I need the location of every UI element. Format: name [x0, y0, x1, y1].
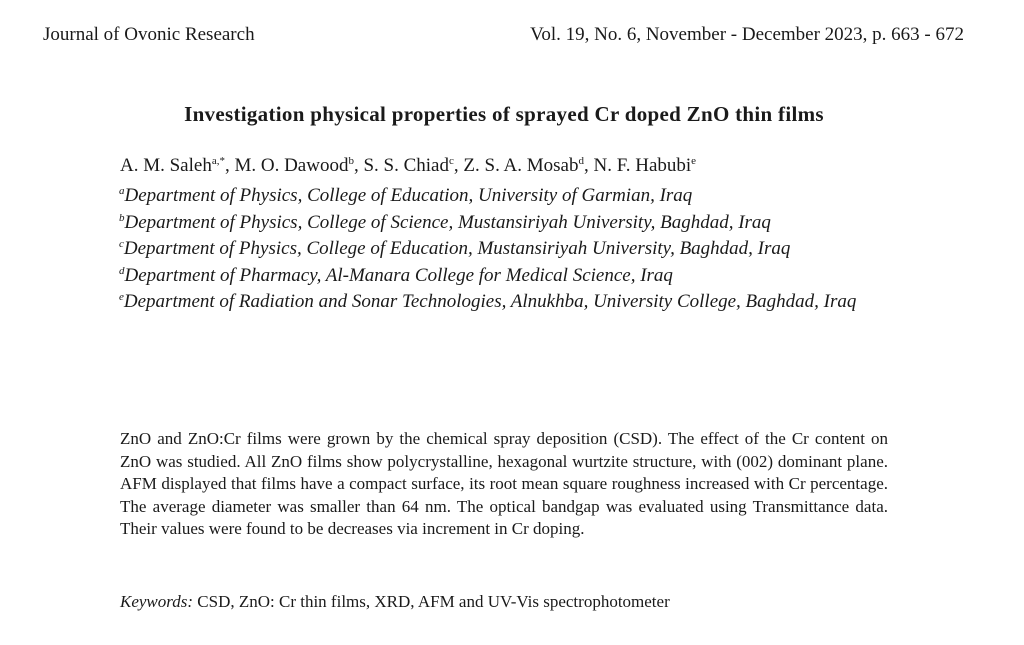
- affiliation-text: Department of Physics, College of Education, University of Garmian, Iraq: [124, 185, 693, 206]
- author-list: [120, 155, 696, 177]
- author-superscript: d: [578, 155, 584, 167]
- affiliation-text: Department of Pharmacy, Al-Manara College for Medical Science, Iraq: [124, 264, 673, 286]
- keywords: [120, 592, 670, 612]
- affiliation-text: Department of Physics, College of Education, Mustansiriyah University, Baghdad, Iraq: [123, 238, 791, 259]
- affiliation-mark: d: [119, 264, 125, 277]
- affiliation-item: [119, 289, 909, 316]
- author-superscript: b: [348, 155, 354, 167]
- volume-info: Vol. 19, No. 6, November - December 2023, p. 663 - 672: [530, 24, 964, 45]
- affiliation-list: [119, 183, 909, 316]
- author-name: S. S. Chiad: [363, 155, 449, 176]
- keywords-label: Keywords:: [120, 592, 194, 611]
- affiliation-text: Department of Physics, College of Science, Mustansiriyah University, Baghdad, Iraq: [124, 211, 771, 233]
- affiliation-mark: e: [119, 291, 124, 303]
- author-name: N. F. Habubi: [593, 155, 692, 176]
- affiliation-item: [119, 236, 909, 263]
- author-name: M. O. Dawood: [234, 155, 349, 176]
- author-separator: ,: [353, 155, 364, 176]
- author-superscript: c: [449, 155, 454, 167]
- journal-name: Journal of Ovonic Research: [43, 24, 255, 45]
- affiliation-mark: a: [119, 185, 125, 197]
- paper-title: Investigation physical properties of sprayed Cr doped ZnO thin films: [184, 102, 824, 126]
- author-superscript: a,*: [211, 155, 225, 167]
- author-name: A. M. Saleh: [120, 155, 212, 176]
- author-separator: ,: [453, 155, 464, 176]
- affiliation-mark: c: [119, 238, 124, 250]
- author-separator: ,: [583, 155, 594, 176]
- author-superscript: e: [691, 155, 697, 167]
- affiliation-item: [119, 183, 909, 210]
- affiliation-text: Department of Radiation and Sonar Technologies, Alnukhba, University College, Baghdad, Iraq: [123, 291, 857, 312]
- author-name: Z. S. A. Mosab: [463, 155, 579, 176]
- affiliation-item: [119, 210, 909, 237]
- abstract-text: ZnO and ZnO:Cr films were grown by the chemical spray deposition (CSD). The effect of the Cr content on ZnO was studied. All ZnO films show polycrystalline, hexagonal wurtzite structure, with (002) dominant plane. AFM displayed that films have a compact surface, its root mean square roughness increased with Cr percentage. The average diameter was smaller than 64 nm. The optical bandgap was evaluated using Transmittance data. Their values were found to be decreases via increment in Cr doping.: [120, 429, 888, 539]
- keywords-text: CSD, ZnO: Cr thin films, XRD, AFM and UV-Vis spectrophotometer: [197, 592, 670, 611]
- affiliation-item: [119, 263, 909, 290]
- affiliation-mark: b: [119, 211, 125, 224]
- author-separator: ,: [224, 155, 235, 176]
